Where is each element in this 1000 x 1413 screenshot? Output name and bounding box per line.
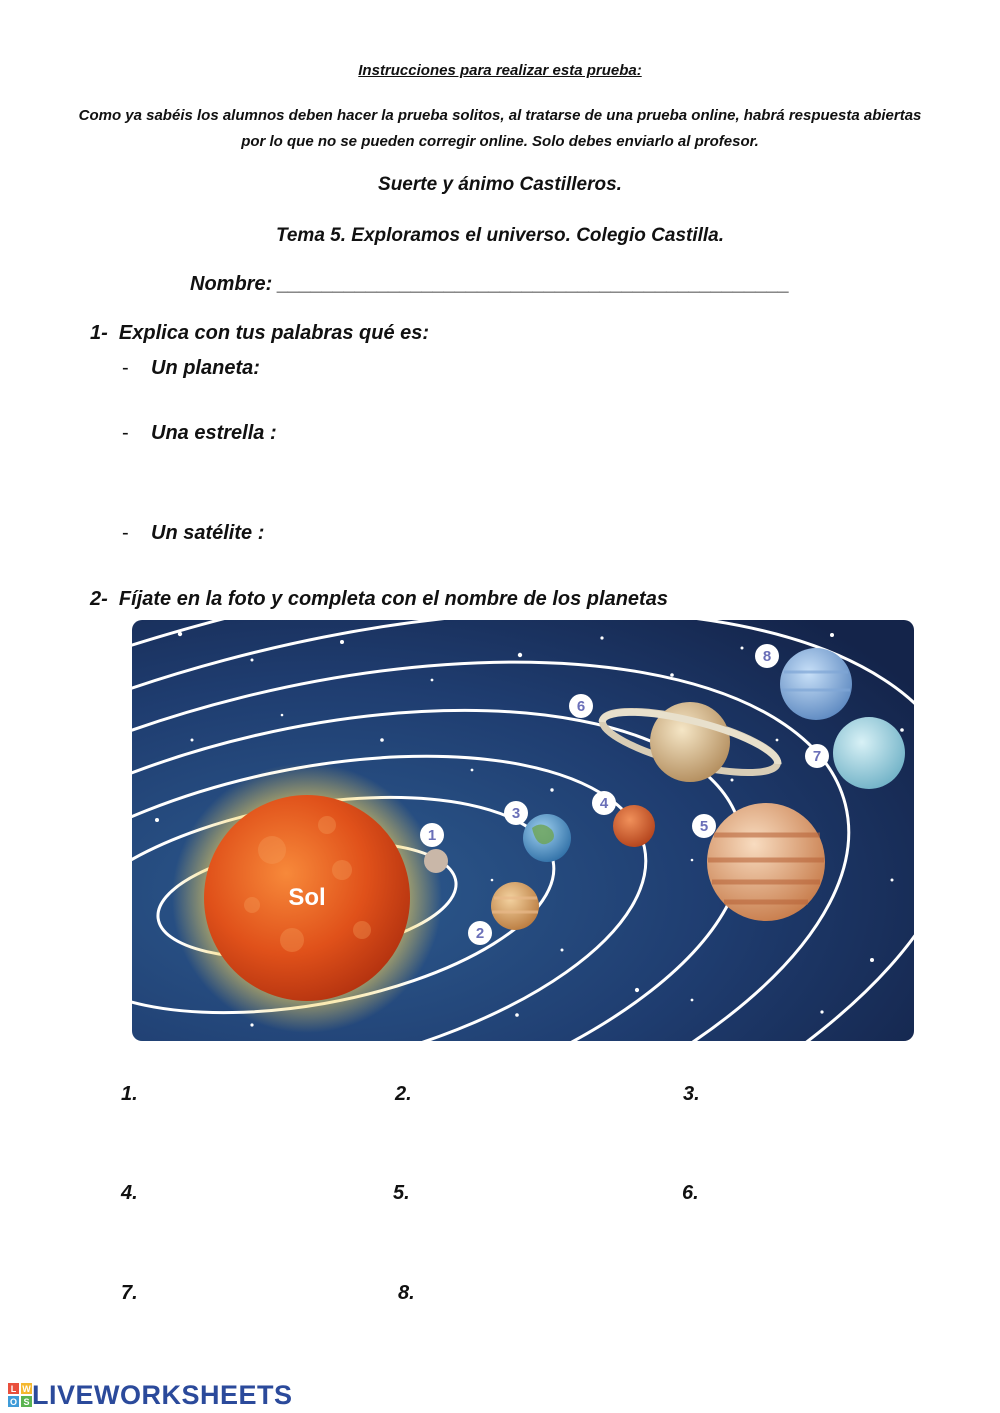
liveworksheets-logo [8,1380,293,1410]
logo-letter-4: S [23,1397,30,1407]
answer-2[interactable]: 2. [395,1083,412,1105]
answer-8[interactable]: 8. [398,1282,415,1304]
question-2-number: 2- [90,588,108,610]
item-dash: - [122,522,129,544]
item-dash: - [122,357,129,379]
answer-5[interactable]: 5. [393,1182,410,1204]
neptune [780,648,852,720]
badge-5: 5 [699,818,709,835]
question-1-number: 1- [90,322,108,344]
venus [491,882,539,930]
item-dash: - [122,422,129,444]
wish-text: Suerte y ánimo Castilleros. [378,174,622,195]
logo-letter-3: O [9,1397,18,1407]
mercury [424,849,448,873]
badge-6: 6 [576,698,586,715]
item-star-label: Una estrella : [151,422,277,444]
mars [613,805,655,847]
item-satellite-label: Un satélite : [151,522,265,544]
badge-1: 1 [427,827,437,844]
topic-title: Tema 5. Exploramos el universo. Colegio Castilla. [275,225,725,246]
instructions-title: Instrucciones para realizar esta prueba: [358,62,642,79]
answer-4[interactable]: 4. [121,1182,138,1204]
instructions-body: Como ya sabéis los alumnos deben hacer la prueba solitos, al tratarse de una prueba online, habrá respuesta abiertas por lo que no se pueden corregir online. Solo debes enviarlo al profesor. [78,107,922,150]
item-planet-label: Un planeta: [151,357,260,379]
question-2-text: Fíjate en la foto y completa con el nombre de los planetas [118,588,668,610]
answer-1[interactable]: 1. [121,1083,138,1105]
answer-7[interactable]: 7. [121,1282,138,1304]
name-row [190,273,789,296]
answer-3[interactable]: 3. [683,1083,700,1105]
answer-6[interactable]: 6. [682,1182,699,1204]
question-2 [90,588,668,611]
logo-letter-2: W [22,1384,31,1394]
badge-8: 8 [762,648,772,665]
logo-text: LIVEWORKSHEETS [32,1379,293,1410]
badge-4: 4 [599,795,609,812]
solar-system-image [132,620,914,1041]
logo-letter-1: L [10,1384,17,1394]
badge-2: 2 [475,925,485,942]
badge-3: 3 [511,805,521,822]
name-label: Nombre: [190,273,278,295]
sun-label: Sol [288,884,326,911]
question-1 [90,322,429,345]
name-input[interactable]: ______________________________________________ [277,273,790,295]
logo-icon [8,1383,32,1407]
uranus [833,717,905,789]
question-1-text: Explica con tus palabras qué es: [118,322,430,344]
badge-7: 7 [812,748,822,765]
